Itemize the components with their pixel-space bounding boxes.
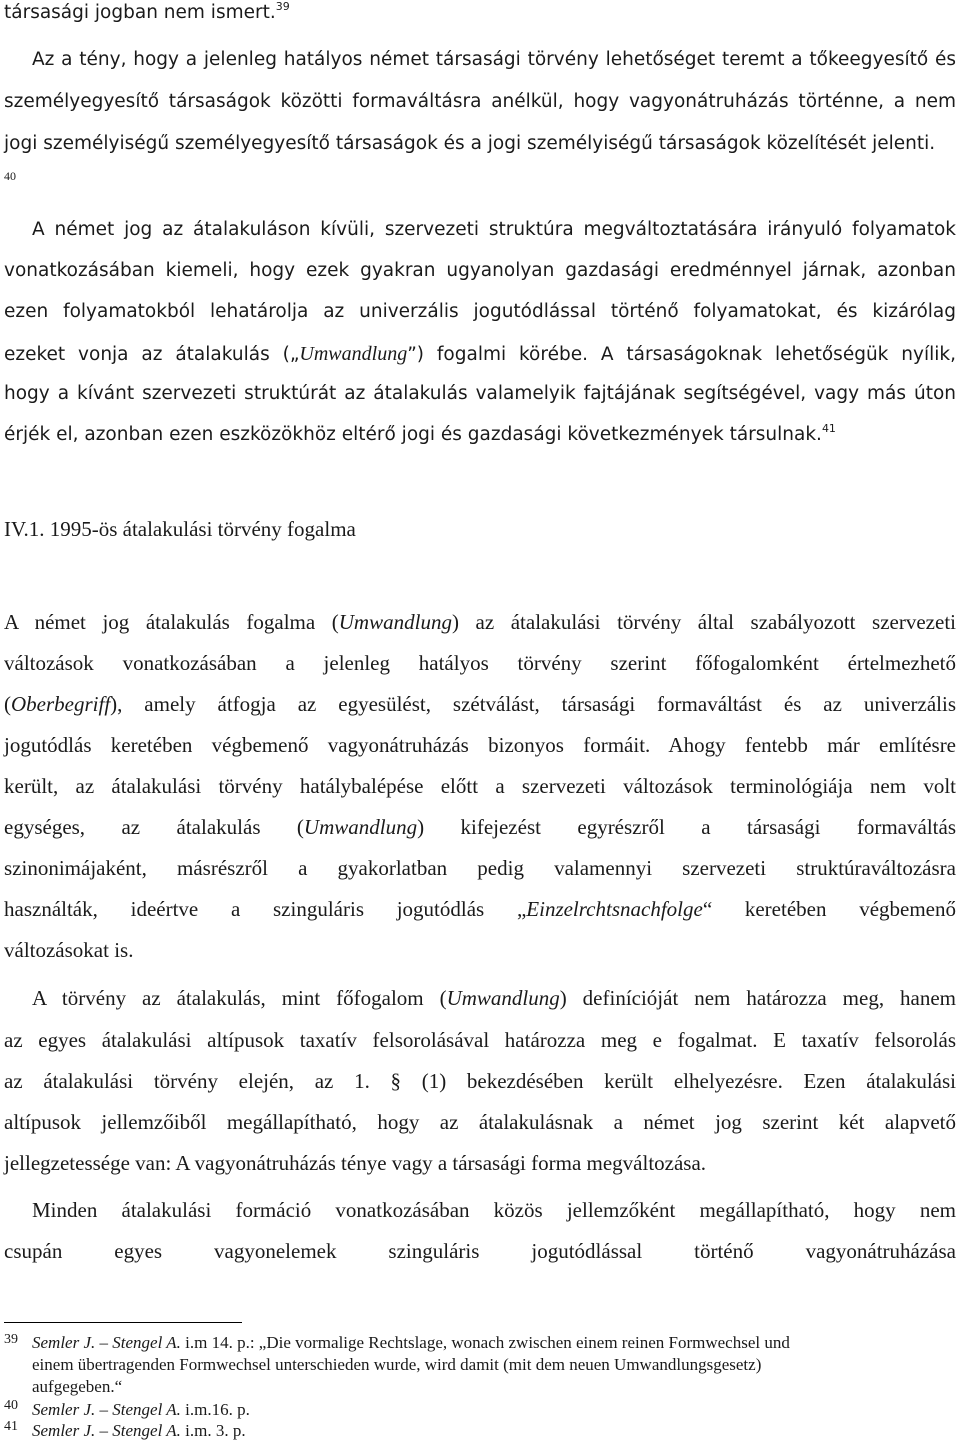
- paragraph-2-line-5: hogy a kívánt szervezeti struktúrát az átalakulás valamelyik fajtájának segítségével, vagy más úton: [4, 383, 956, 404]
- paragraph-3-line-6: egységes, az átalakulás (Umwandlung) kifejezést egyrészről a társasági formaváltás: [4, 815, 956, 839]
- paragraph-3-line-1: A német jog átalakulás fogalma (Umwandlung) az átalakulási törvény által szabályozott szervezeti: [4, 610, 956, 634]
- paragraph-3-line-4: jogutódlás keretében végbemenő vagyonátruházás bizonyos formáit. Ahogy fentebb már említésre: [4, 733, 957, 757]
- paragraph-3-line-8: használták, ideértve a szinguláris jogutódlás „Einzelrchtsnachfolge“ keretében végbemenő: [4, 897, 957, 921]
- section-heading: IV.1. 1995-ös átalakulási törvény fogalma: [4, 517, 356, 541]
- paragraph-5-line-2: csupán egyes vagyonelemek szinguláris jogutódlással történő vagyonátruházása: [4, 1239, 956, 1263]
- paragraph-5-line-1: Minden átalakulási formáció vonatkozásában közös jellemzőként megállapítható, hogy nem: [32, 1198, 956, 1222]
- footnote-40-number: 40: [4, 1398, 18, 1413]
- paragraph-1-line-4: jogi személyiségű személyegyesítő társaságok és a jogi személyiségű társaságok közelítését jelenti.: [4, 133, 936, 154]
- paragraph-2-line-4: ezeket vonja az átalakulás („Umwandlung”) fogalmi körébe. A társaságoknak lehetőségük nyílik,: [4, 343, 956, 365]
- footnote-39-line-3: aufgegeben.“: [32, 1377, 123, 1396]
- footnote-40-line-1: Semler J. – Stengel A. i.m.16. p.: [32, 1400, 250, 1419]
- paragraph-2-line-6: érjék el, azonban ezen eszközökhöz eltérő jogi és gazdasági következmények társulnak.$^{41}$: [4, 422, 836, 445]
- footnote-ref-39[interactable]: 39: [275, 0, 290, 13]
- footnote-ref-40[interactable]: 40: [4, 169, 16, 183]
- paragraph-4-line-2: az egyes átalakulási altípusok taxatív felsorolásával határozza meg e fogalmat. E taxatív felsorolás: [4, 1028, 956, 1052]
- paragraph-4-line-5: jellegzetessége van: A vagyonátruházás ténye vagy a társasági forma megváltozása.: [4, 1151, 707, 1175]
- footnote-41-number: 41: [4, 1419, 18, 1434]
- footnote-39-number: 39: [4, 1332, 18, 1347]
- paragraph-3-line-2: változások vonatkozásában a jelenleg hatályos törvény szerint főfogalomként értelmezhető: [4, 651, 956, 675]
- paragraph-1-line-1: társasági jogban nem ismert.$^{39}$: [4, 0, 290, 23]
- paragraph-3-line-3: (Oberbegriff), amely átfogja az egyesülést, szétválást, társasági formaváltást és az univerzális: [4, 692, 956, 716]
- footnote-39-line-2: einem übertragenden Formwechsel unterschieden wurde, wird damit (mit dem neuen Umwandlungsgesetz): [32, 1355, 762, 1374]
- paragraph-2-line-3: ezen folyamatokból lehatárolja az univerzális jogutódlással történő folyamatokat, és kizárólag: [4, 301, 956, 322]
- footnote-ref-41[interactable]: 41: [821, 422, 836, 435]
- footnote-41-line-1: Semler J. – Stengel A. i.m. 3. p.: [32, 1421, 246, 1440]
- paragraph-3-line-5: került, az átalakulási törvény hatálybalépése előtt a szervezeti változások terminológiája nem volt: [4, 774, 956, 798]
- paragraph-4-line-3: az átalakulási törvény elején, az 1. § (1) bekezdésében került elhelyezésre. Ezen átalakulási: [4, 1069, 956, 1093]
- paragraph-2-line-1: A német jog az átalakuláson kívüli, szervezeti struktúra megváltoztatására irányuló folyamatok: [32, 219, 956, 240]
- paragraph-3-line-9: változásokat is.: [4, 938, 134, 962]
- paragraph-4-line-1: A törvény az átalakulás, mint főfogalom (Umwandlung) definícióját nem határozza meg, hanem: [32, 986, 956, 1010]
- paragraph-1-line-3: személyegyesítő társaságok közötti formaváltásra anélkül, hogy vagyonátruházás történne, a nem: [4, 91, 956, 112]
- footnote-39-line-1: Semler J. – Stengel A. i.m 14. p.: „Die vormalige Rechtslage, wonach zwischen einem reinen Formwechsel und: [32, 1333, 790, 1352]
- paragraph-2-line-2: vonatkozásában kiemeli, hogy ezek gyakran ugyanolyan gazdasági eredménnyel járnak, azonban: [4, 260, 956, 281]
- paragraph-1-line-2: Az a tény, hogy a jelenleg hatályos német társasági törvény lehetőséget teremt a tőkeegyesítő és: [32, 49, 956, 70]
- footnote-divider: [4, 1322, 242, 1323]
- paragraph-4-line-4: altípusok jellemzőiből megállapítható, hogy az átalakulásnak a német jog szerint két alapvető: [4, 1110, 956, 1134]
- paragraph-3-line-7: szinonimájaként, másrészről a gyakorlatban pedig valamennyi szervezeti struktúraváltozásra: [4, 856, 956, 880]
